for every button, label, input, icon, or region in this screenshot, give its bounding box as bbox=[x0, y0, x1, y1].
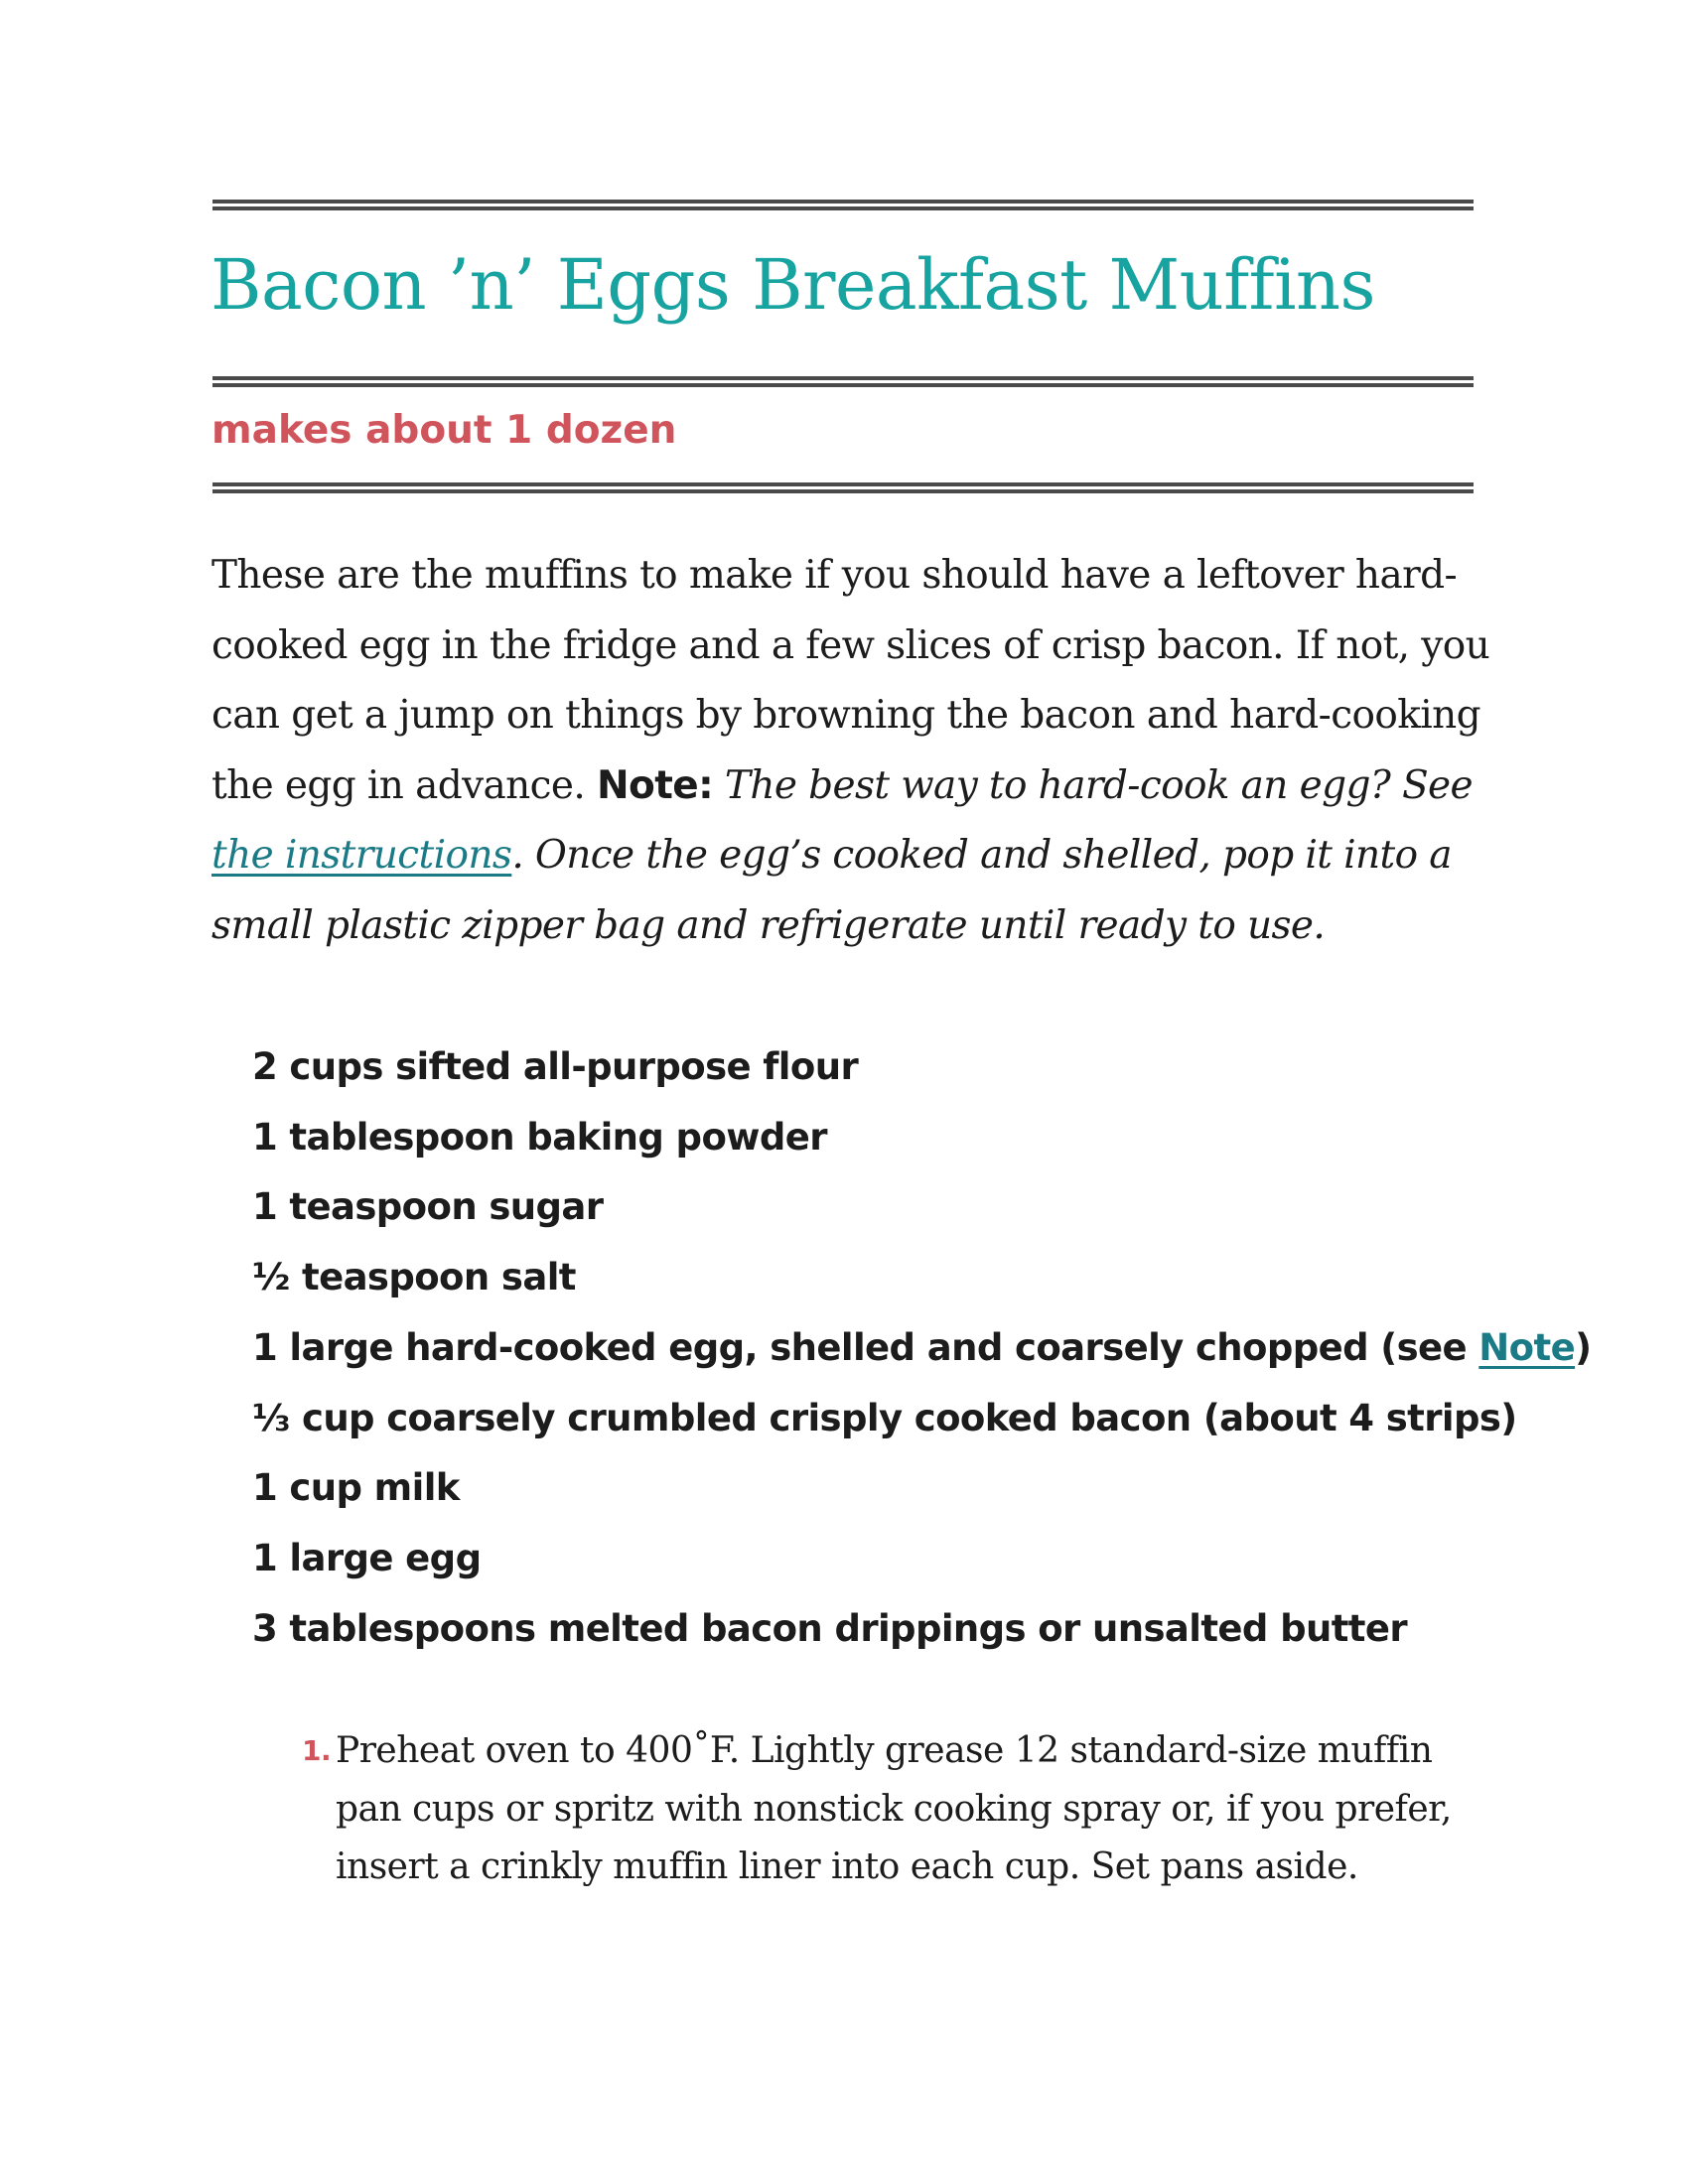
instructions-link[interactable]: the instructions bbox=[211, 833, 512, 878]
ingredient-item: ⅓ cup coarsely crumbled crisply cooked bacon (about 4 strips) bbox=[252, 1396, 1517, 1439]
step-text: Preheat oven to 400˚F. Lightly grease 12 standard-size muffin pan cups or spritz with nonstick cooking spray or, if you prefer, insert a crinkly muffin liner into each cup. Set pans aside. bbox=[336, 1730, 1452, 1887]
ingredient-list bbox=[252, 1032, 1591, 1664]
ingredient-item bbox=[252, 1313, 1591, 1384]
ingredient-item: ½ teaspoon salt bbox=[252, 1256, 576, 1299]
recipe-yield: makes about 1 dozen bbox=[211, 408, 677, 453]
step-number: 1. bbox=[302, 1734, 332, 1767]
ingredient-text: 1 large hard-cooked egg, shelled and coarsely chopped (see bbox=[252, 1325, 1479, 1369]
step-item bbox=[298, 1722, 1489, 1897]
method-steps bbox=[298, 1722, 1489, 1897]
ingredient-note-link[interactable]: Note bbox=[1478, 1325, 1576, 1369]
ingredient-item: 1 tablespoon baking powder bbox=[252, 1115, 827, 1159]
note-label: Note: bbox=[597, 762, 714, 808]
ingredient-item: 2 cups sifted all-purpose flour bbox=[252, 1045, 859, 1088]
title-double-rule bbox=[212, 376, 1474, 387]
ingredient-item: 3 tablespoons melted bacon drippings or unsalted butter bbox=[252, 1606, 1408, 1650]
yield-double-rule bbox=[212, 482, 1474, 493]
top-double-rule bbox=[212, 200, 1474, 210]
note-text: The best way to hard-cook an egg? See the instructions. Once the egg’s cooked and shelled, pop it into a small plastic zipper bag and refrigerate until ready to use. bbox=[211, 762, 1474, 948]
recipe-title: Bacon ’n’ Eggs Breakfast Muffins bbox=[211, 244, 1375, 326]
recipe-intro bbox=[211, 541, 1492, 961]
ingredient-item: 1 cup milk bbox=[252, 1466, 460, 1510]
ingredient-item: 1 teaspoon sugar bbox=[252, 1185, 604, 1229]
intro-text: These are the muffins to make if you should have a leftover hard-cooked egg in the fridge and a few slices of crisp bacon. If not, you can get a jump on things by browning the bacon and hard-cooking the egg in advance. bbox=[211, 553, 1490, 808]
ingredient-item: 1 large egg bbox=[252, 1536, 482, 1579]
ingredient-close-paren: ) bbox=[1575, 1325, 1592, 1369]
